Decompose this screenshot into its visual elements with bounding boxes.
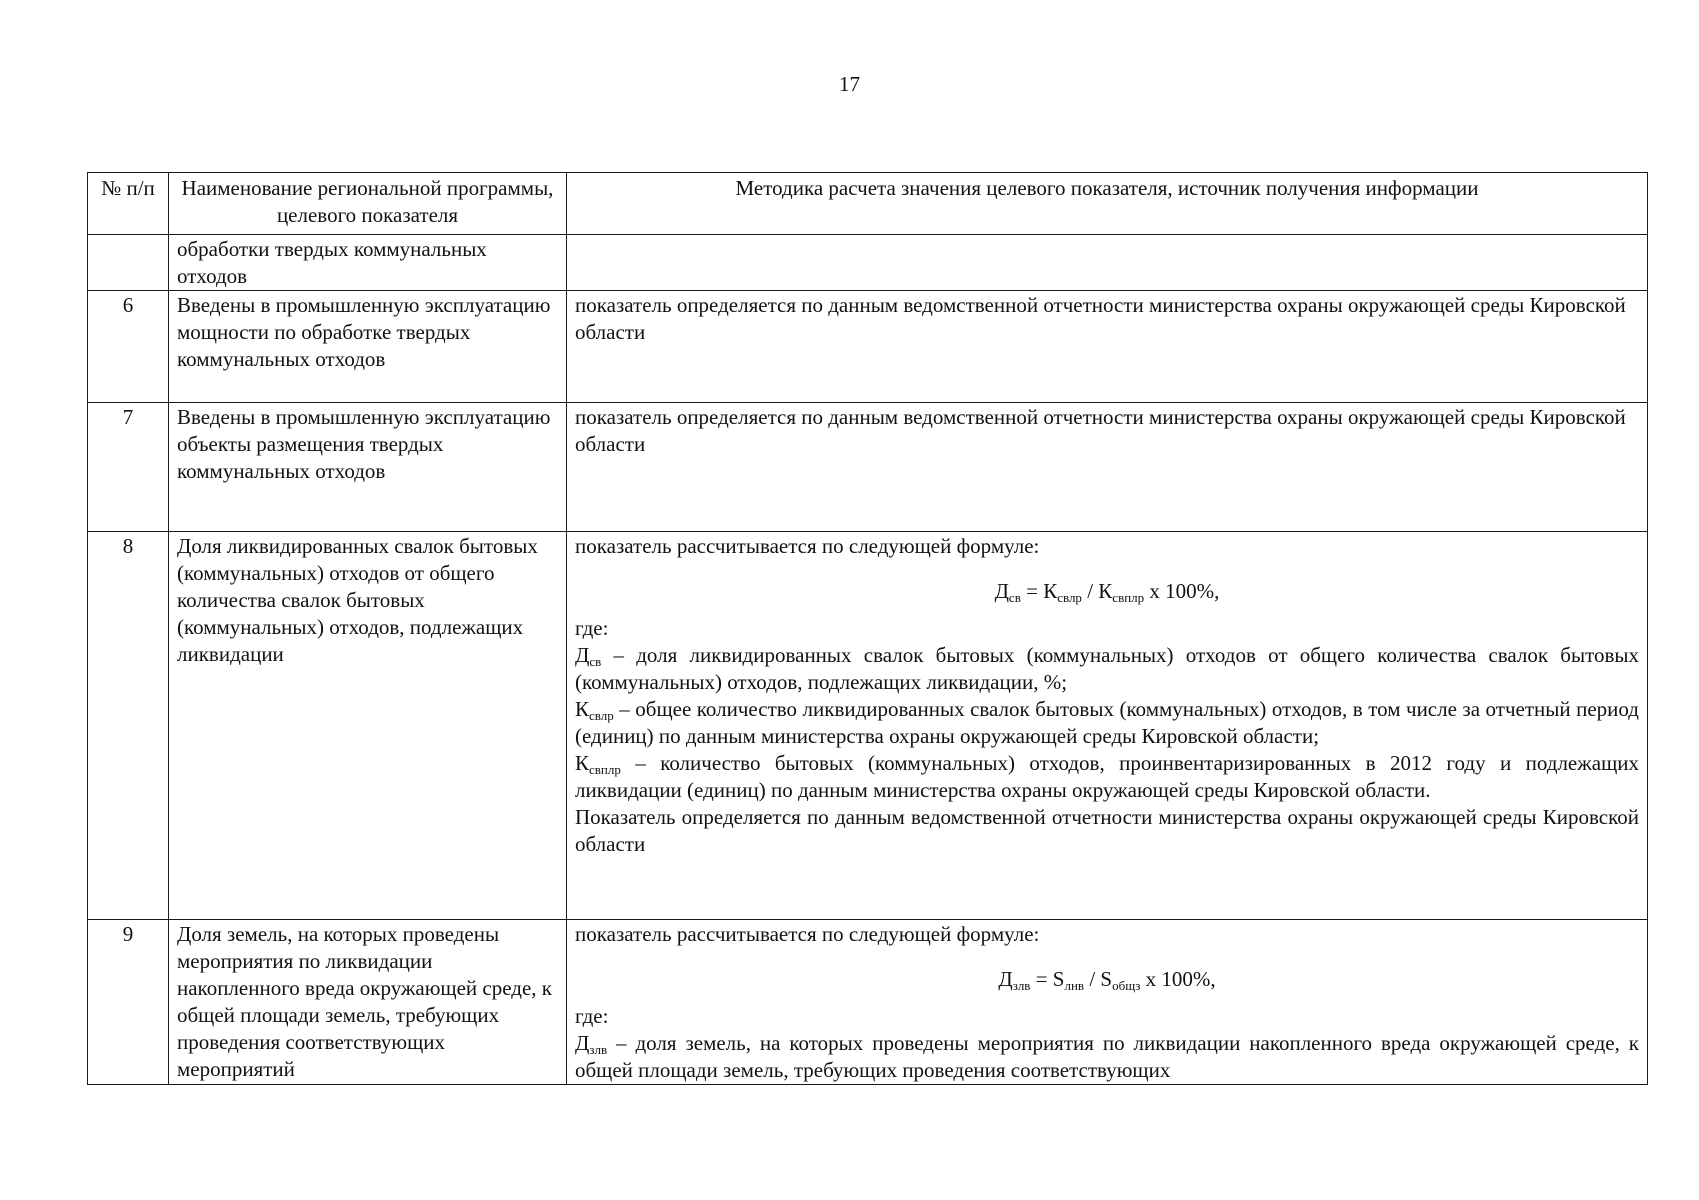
source-note: Показатель определяется по данным ведомственной отчетности министерства охраны окружающей среды Кировской области	[575, 805, 1639, 856]
row-name: Доля ликвидированных свалок бытовых (коммунальных) отходов от общего количества свалок бытовых (коммунальных) отходов, подлежащих ликвидации	[169, 532, 567, 920]
header-name: Наименование региональной программы, целевого показателя	[169, 173, 567, 235]
table-row	[88, 532, 1648, 920]
formula: $Д_{св} = К_{свлр} / К_{свплр}$ х 100%,	[994, 579, 1220, 605]
definition: $Д_{св}$ – доля ликвидированных свалок бытовых (коммунальных) отходов от общего количества свалок бытовых (коммунальных) отходов, подлежащих ликвидации, %;	[575, 643, 1639, 694]
row-num	[88, 235, 169, 291]
formula-intro: показатель рассчитывается по следующей формуле:	[575, 922, 1040, 946]
row-num: 7	[88, 403, 169, 532]
formula: $Д_{злв} = S_{лнв} / S_{общз}$ х 100%,	[998, 967, 1216, 993]
indicator-methodology-table	[87, 172, 1648, 1085]
row-method	[567, 920, 1648, 1085]
row-method: показатель определяется по данным ведомственной отчетности министерства охраны окружающей среды Кировской области	[567, 291, 1648, 403]
table-row	[88, 235, 1648, 291]
row-method	[567, 235, 1648, 291]
row-name: Доля земель, на которых проведены мероприятия по ликвидации накопленного вреда окружающей среде, к общей площади земель, требующих проведения соответствующих мероприятий	[169, 920, 567, 1085]
row-num: 8	[88, 532, 169, 920]
formula-where: где:	[575, 1004, 609, 1028]
table-header-row	[88, 173, 1648, 235]
definition: $Д_{злв}$ – доля земель, на которых проведены мероприятия по ликвидации накопленного вреда окружающей среде, к общей площади земель, требующих проведения соответствующих	[575, 1031, 1639, 1082]
definition: $К_{свплр}$ – количество бытовых (коммунальных) отходов, проинвентаризированных в 2012 году и подлежащих ликвидации (единиц) по данным министерства охраны окружающей среды Кировской области.	[575, 751, 1639, 802]
table-row	[88, 403, 1648, 532]
definition: $К_{свлр}$ – общее количество ликвидированных свалок бытовых (коммунальных) отходов, в том числе за отчетный период (единиц) по данным министерства охраны окружающей среды Кировской области;	[575, 697, 1639, 748]
row-name: Введены в промышленную эксплуатацию объекты размещения твердых коммунальных отходов	[169, 403, 567, 532]
row-method: показатель определяется по данным ведомственной отчетности министерства охраны окружающей среды Кировской области	[567, 403, 1648, 532]
page-number: 17	[839, 72, 860, 96]
row-num: 6	[88, 291, 169, 403]
row-method	[567, 532, 1648, 920]
row-num: 9	[88, 920, 169, 1085]
header-method: Методика расчета значения целевого показателя, источник получения информации	[567, 173, 1648, 235]
table-row	[88, 291, 1648, 403]
formula-intro: показатель рассчитывается по следующей формуле:	[575, 534, 1040, 558]
table-row	[88, 920, 1648, 1085]
header-num: № п/п	[88, 173, 169, 235]
row-name: Введены в промышленную эксплуатацию мощности по обработке твердых коммунальных отходов	[169, 291, 567, 403]
row-name: обработки твердых коммунальных отходов	[169, 235, 567, 291]
formula-where: где:	[575, 616, 609, 640]
